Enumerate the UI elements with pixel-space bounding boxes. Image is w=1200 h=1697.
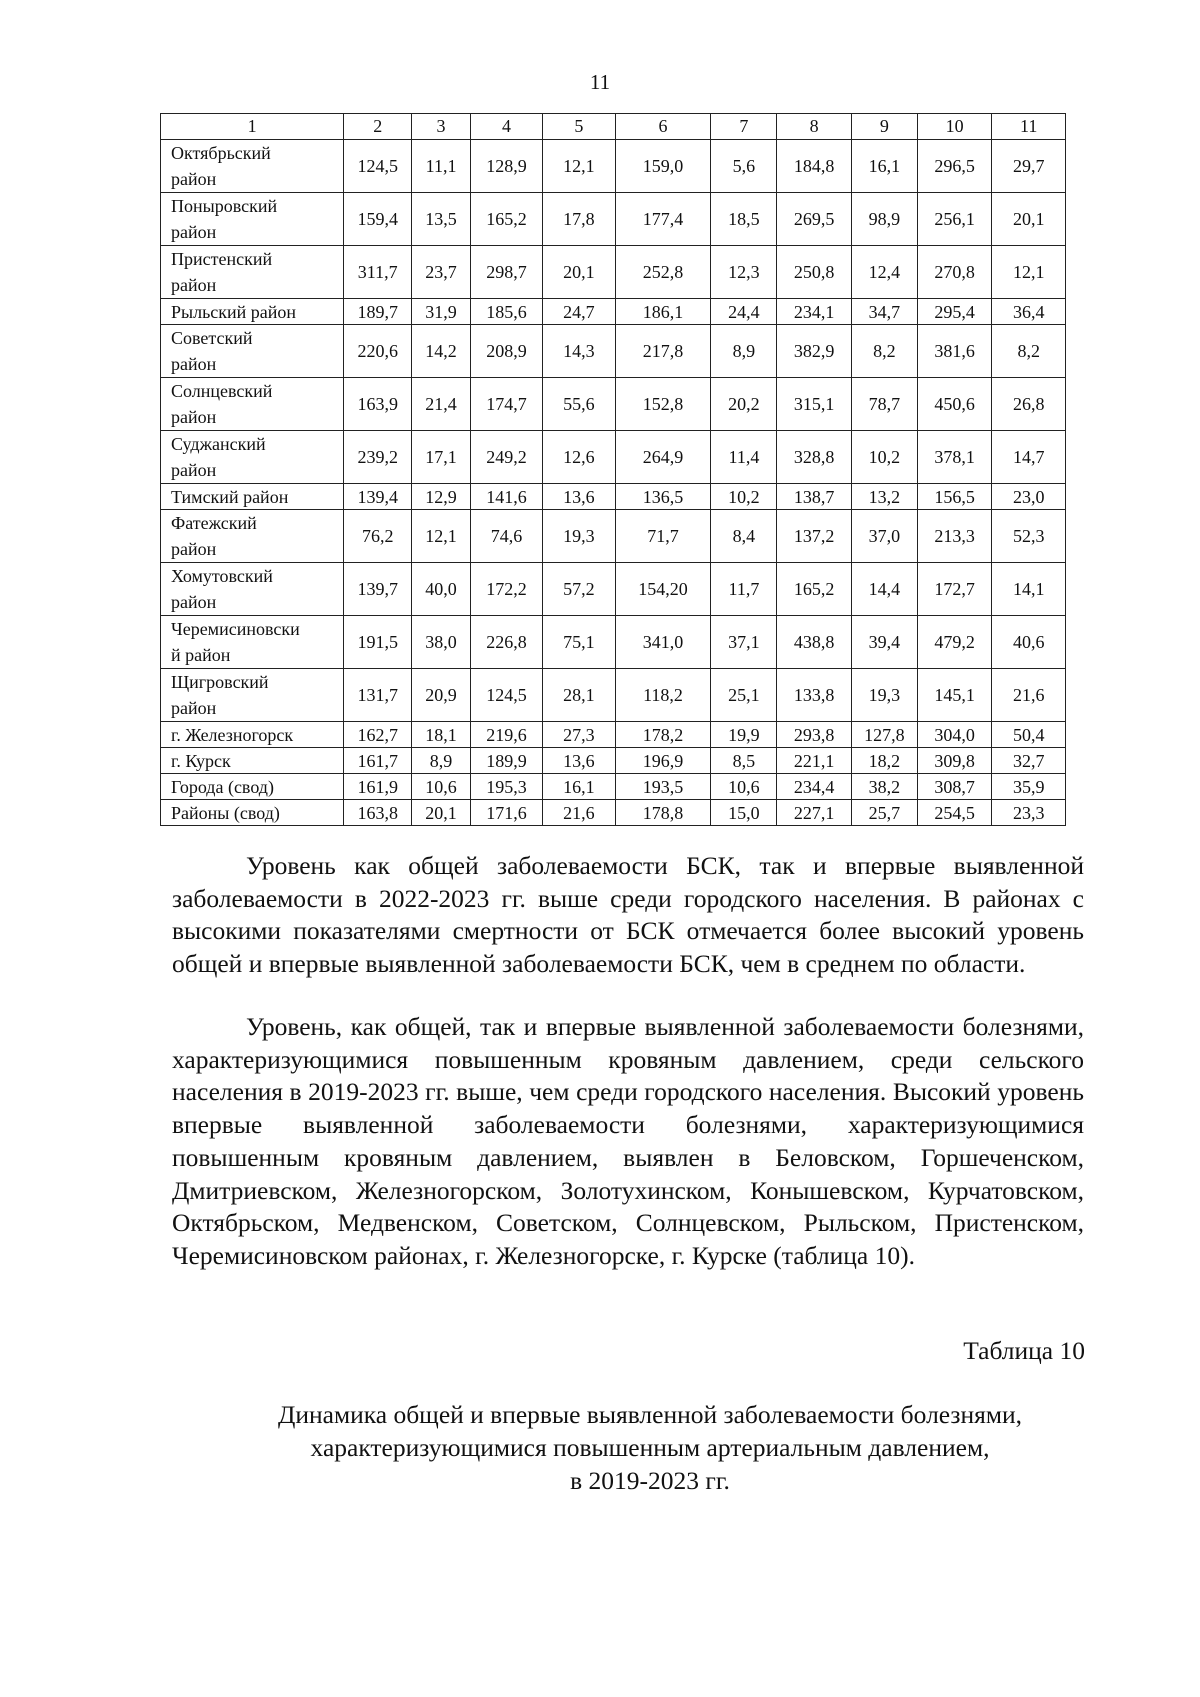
table-cell: 252,8 — [615, 246, 711, 299]
table-cell: 161,9 — [344, 774, 412, 800]
column-header: 5 — [543, 114, 615, 140]
table-cell: 189,7 — [344, 299, 412, 325]
table-cell: 57,2 — [543, 563, 615, 616]
table-cell: 27,3 — [543, 722, 615, 748]
table-cell: 19,3 — [851, 669, 917, 722]
table-cell: 227,1 — [777, 800, 852, 826]
table-cell: 10,2 — [711, 484, 777, 510]
table-cell: 118,2 — [615, 669, 711, 722]
row-label-line: Рыльский район — [171, 301, 297, 322]
table-cell: 226,8 — [470, 616, 542, 669]
table-cell: 8,5 — [711, 748, 777, 774]
table-cell: 295,4 — [917, 299, 992, 325]
table-cell: 8,2 — [851, 325, 917, 378]
table-cell: 8,4 — [711, 510, 777, 563]
table-cell: 24,7 — [543, 299, 615, 325]
table-cell: 17,8 — [543, 193, 615, 246]
row-label — [161, 431, 344, 484]
column-header: 10 — [917, 114, 992, 140]
row-label — [161, 140, 344, 193]
table-cell: 221,1 — [777, 748, 852, 774]
table-cell: 13,2 — [851, 484, 917, 510]
table-cell: 10,6 — [711, 774, 777, 800]
table-cell: 55,6 — [543, 378, 615, 431]
column-header: 3 — [412, 114, 471, 140]
table-cell: 76,2 — [344, 510, 412, 563]
table-cell: 178,2 — [615, 722, 711, 748]
table-cell: 14,3 — [543, 325, 615, 378]
table-cell: 26,8 — [992, 378, 1066, 431]
table-cell: 450,6 — [917, 378, 992, 431]
row-label — [161, 484, 344, 510]
table-cell: 165,2 — [470, 193, 542, 246]
table-cell: 12,1 — [412, 510, 471, 563]
table-cell: 127,8 — [851, 722, 917, 748]
table-cell: 311,7 — [344, 246, 412, 299]
table-cell: 16,1 — [543, 774, 615, 800]
row-label — [161, 748, 344, 774]
table-cell: 18,2 — [851, 748, 917, 774]
table-row — [161, 774, 1066, 800]
table-cell: 159,4 — [344, 193, 412, 246]
table-cell: 378,1 — [917, 431, 992, 484]
table-row — [161, 325, 1066, 378]
table-cell: 38,0 — [412, 616, 471, 669]
table-cell: 75,1 — [543, 616, 615, 669]
table-cell: 31,9 — [412, 299, 471, 325]
table-cell: 14,2 — [412, 325, 471, 378]
table-cell: 13,6 — [543, 484, 615, 510]
table-cell: 156,5 — [917, 484, 992, 510]
table-cell: 35,9 — [992, 774, 1066, 800]
table-cell: 315,1 — [777, 378, 852, 431]
row-label-line: Пристенский — [171, 249, 273, 269]
table-cell: 28,1 — [543, 669, 615, 722]
table-cell: 15,0 — [711, 800, 777, 826]
paragraph-1 — [172, 850, 1084, 981]
column-header: 2 — [344, 114, 412, 140]
table-cell: 304,0 — [917, 722, 992, 748]
row-label-line: район — [171, 592, 217, 612]
table-cell: 18,5 — [711, 193, 777, 246]
table-cell: 40,6 — [992, 616, 1066, 669]
table-cell: 159,0 — [615, 140, 711, 193]
table-cell: 254,5 — [917, 800, 992, 826]
table-cell: 12,9 — [412, 484, 471, 510]
table-cell: 328,8 — [777, 431, 852, 484]
table-cell: 52,3 — [992, 510, 1066, 563]
row-label-line: район — [171, 460, 217, 480]
caption-line: характеризующимися повышенным артериальным давлением, — [310, 1433, 990, 1462]
row-label — [161, 510, 344, 563]
table-cell: 74,6 — [470, 510, 542, 563]
table-row — [161, 193, 1066, 246]
row-label-line: Октябрьский — [171, 143, 271, 163]
table-cell: 14,1 — [992, 563, 1066, 616]
table-cell: 208,9 — [470, 325, 542, 378]
table-cell: 23,3 — [992, 800, 1066, 826]
table-cell: 34,7 — [851, 299, 917, 325]
table-cell: 162,7 — [344, 722, 412, 748]
table-cell: 177,4 — [615, 193, 711, 246]
table-header-row — [161, 114, 1066, 140]
row-label-line: г. Курск — [171, 750, 231, 771]
table-cell: 11,7 — [711, 563, 777, 616]
row-label-line: г. Железногорск — [171, 724, 294, 745]
table-cell: 12,1 — [543, 140, 615, 193]
page-number: 11 — [589, 70, 611, 94]
paragraph-2-text: Уровень, как общей, так и впервые выявленной заболеваемости болезнями, характеризующимися повышенным кровяным давлением, среди сельского населения в 2019-2023 гг. выше, чем среди городского населения. Высокий уровень впервые выявленной заболеваемости болезнями, характеризующимися повышенным кровяным давлением, выявлен в Беловском, Горшеченском, Дмитриевском, Железногорском, Золотухинском, Конышевском, Курчатовском, Октябрьском, Медвенском, Советском, Солнцевском, Рыльском, Пристенском, Черемисиновском районах, г. Железногорске, г. Курске (таблица 10). — [172, 1012, 1084, 1270]
table-cell: 128,9 — [470, 140, 542, 193]
table-cell: 20,1 — [543, 246, 615, 299]
table-cell: 219,6 — [470, 722, 542, 748]
table-cell: 32,7 — [992, 748, 1066, 774]
table-cell: 14,7 — [992, 431, 1066, 484]
table-cell: 137,2 — [777, 510, 852, 563]
table-cell: 220,6 — [344, 325, 412, 378]
table-cell: 12,4 — [851, 246, 917, 299]
table-cell: 12,3 — [711, 246, 777, 299]
table-cell: 38,2 — [851, 774, 917, 800]
table-cell: 239,2 — [344, 431, 412, 484]
table-cell: 37,1 — [711, 616, 777, 669]
row-label-line: Щигровский — [171, 672, 269, 692]
table-cell: 23,7 — [412, 246, 471, 299]
table-row — [161, 722, 1066, 748]
row-label-line: Черемисиновски — [171, 619, 300, 639]
table-cell: 20,1 — [992, 193, 1066, 246]
table-cell: 13,6 — [543, 748, 615, 774]
row-label-line: район — [171, 169, 217, 189]
table-cell: 139,4 — [344, 484, 412, 510]
table-cell: 10,2 — [851, 431, 917, 484]
table-cell: 249,2 — [470, 431, 542, 484]
row-label — [161, 563, 344, 616]
table-cell: 23,0 — [992, 484, 1066, 510]
table-cell: 19,9 — [711, 722, 777, 748]
table-cell: 14,4 — [851, 563, 917, 616]
table-cell: 11,4 — [711, 431, 777, 484]
table-cell: 195,3 — [470, 774, 542, 800]
table-cell: 13,5 — [412, 193, 471, 246]
row-label-line: Советский — [171, 328, 253, 348]
table-cell: 165,2 — [777, 563, 852, 616]
table-cell: 145,1 — [917, 669, 992, 722]
table-cell: 293,8 — [777, 722, 852, 748]
table-cell: 171,6 — [470, 800, 542, 826]
table-cell: 264,9 — [615, 431, 711, 484]
table-cell: 309,8 — [917, 748, 992, 774]
table-cell: 382,9 — [777, 325, 852, 378]
column-header: 6 — [615, 114, 711, 140]
table-cell: 40,0 — [412, 563, 471, 616]
row-label — [161, 378, 344, 431]
paragraph-1-text: Уровень как общей заболеваемости БСК, так и впервые выявленной заболеваемости в 2022-2023 гг. выше среди городского населения. В районах с высокими показателями смертности от БСК отмечается более высокий уровень общей и впервые выявленной заболеваемости БСК, чем в среднем по области. — [172, 851, 1084, 979]
table-row — [161, 669, 1066, 722]
table-cell: 20,9 — [412, 669, 471, 722]
row-label-line: район — [171, 222, 217, 242]
table-cell: 154,20 — [615, 563, 711, 616]
row-label — [161, 193, 344, 246]
paragraph-2 — [172, 1011, 1084, 1273]
table-cell: 250,8 — [777, 246, 852, 299]
table-cell: 8,9 — [711, 325, 777, 378]
table-cell: 141,6 — [470, 484, 542, 510]
table-cell: 217,8 — [615, 325, 711, 378]
table-row — [161, 431, 1066, 484]
row-label-line: район — [171, 539, 217, 559]
row-label-line: й район — [171, 645, 231, 665]
row-label-line: Суджанский — [171, 434, 266, 454]
table-cell: 21,6 — [992, 669, 1066, 722]
table-row — [161, 299, 1066, 325]
table-cell: 234,4 — [777, 774, 852, 800]
row-label — [161, 722, 344, 748]
table-cell: 11,1 — [412, 140, 471, 193]
table-cell: 296,5 — [917, 140, 992, 193]
table-row — [161, 748, 1066, 774]
table-cell: 341,0 — [615, 616, 711, 669]
table-cell: 152,8 — [615, 378, 711, 431]
table-cell: 37,0 — [851, 510, 917, 563]
table-row — [161, 563, 1066, 616]
table-cell: 191,5 — [344, 616, 412, 669]
row-label-line: район — [171, 354, 217, 374]
row-label — [161, 616, 344, 669]
table-cell: 136,5 — [615, 484, 711, 510]
table-cell: 184,8 — [777, 140, 852, 193]
table-cell: 172,2 — [470, 563, 542, 616]
table-row — [161, 800, 1066, 826]
table-cell: 163,8 — [344, 800, 412, 826]
table-caption — [200, 1398, 1100, 1497]
table-cell: 138,7 — [777, 484, 852, 510]
column-header: 7 — [711, 114, 777, 140]
table-cell: 174,7 — [470, 378, 542, 431]
caption-line: в 2019-2023 гг. — [570, 1466, 730, 1495]
row-label — [161, 800, 344, 826]
table-cell: 21,6 — [543, 800, 615, 826]
table-cell: 21,4 — [412, 378, 471, 431]
table-cell: 269,5 — [777, 193, 852, 246]
table-cell: 12,1 — [992, 246, 1066, 299]
table-label: Таблица 10 — [963, 1336, 1085, 1365]
table-cell: 71,7 — [615, 510, 711, 563]
row-label-line: Хомутовский — [171, 566, 273, 586]
row-label-line: Районы (свод) — [171, 802, 280, 823]
table-cell: 172,7 — [917, 563, 992, 616]
table-cell: 196,9 — [615, 748, 711, 774]
table-cell: 185,6 — [470, 299, 542, 325]
table-cell: 36,4 — [992, 299, 1066, 325]
table-cell: 10,6 — [412, 774, 471, 800]
table-cell: 161,7 — [344, 748, 412, 774]
table-row — [161, 510, 1066, 563]
column-header: 11 — [992, 114, 1066, 140]
column-header: 9 — [851, 114, 917, 140]
table-row — [161, 246, 1066, 299]
table-cell: 189,9 — [470, 748, 542, 774]
table-cell: 8,9 — [412, 748, 471, 774]
table-cell: 19,3 — [543, 510, 615, 563]
table-cell: 438,8 — [777, 616, 852, 669]
table-cell: 298,7 — [470, 246, 542, 299]
row-label — [161, 774, 344, 800]
table-cell: 39,4 — [851, 616, 917, 669]
table-cell: 139,7 — [344, 563, 412, 616]
column-header: 8 — [777, 114, 852, 140]
row-label-line: район — [171, 407, 217, 427]
row-label — [161, 669, 344, 722]
table-row — [161, 378, 1066, 431]
table-cell: 308,7 — [917, 774, 992, 800]
table-cell: 25,7 — [851, 800, 917, 826]
caption-line: Динамика общей и впервые выявленной заболеваемости болезнями, — [277, 1400, 1023, 1429]
table-cell: 16,1 — [851, 140, 917, 193]
table-cell: 98,9 — [851, 193, 917, 246]
row-label — [161, 246, 344, 299]
table-cell: 8,2 — [992, 325, 1066, 378]
table-cell: 124,5 — [344, 140, 412, 193]
row-label-line: Города (свод) — [171, 776, 274, 797]
table-cell: 124,5 — [470, 669, 542, 722]
table-cell: 186,1 — [615, 299, 711, 325]
row-label — [161, 325, 344, 378]
table-cell: 381,6 — [917, 325, 992, 378]
table-cell: 270,8 — [917, 246, 992, 299]
data-table — [160, 113, 1066, 826]
table-cell: 29,7 — [992, 140, 1066, 193]
table-cell: 213,3 — [917, 510, 992, 563]
row-label-line: Поныровский — [171, 196, 278, 216]
table-cell: 78,7 — [851, 378, 917, 431]
table-cell: 12,6 — [543, 431, 615, 484]
table-cell: 17,1 — [412, 431, 471, 484]
table-cell: 20,2 — [711, 378, 777, 431]
table-cell: 5,6 — [711, 140, 777, 193]
table-cell: 256,1 — [917, 193, 992, 246]
table-cell: 20,1 — [412, 800, 471, 826]
column-header: 1 — [161, 114, 344, 140]
table-cell: 25,1 — [711, 669, 777, 722]
table-cell: 133,8 — [777, 669, 852, 722]
table-cell: 50,4 — [992, 722, 1066, 748]
table-cell: 178,8 — [615, 800, 711, 826]
table-row — [161, 616, 1066, 669]
table-cell: 24,4 — [711, 299, 777, 325]
table-row — [161, 140, 1066, 193]
row-label-line: Солнцевский — [171, 381, 273, 401]
table-cell: 479,2 — [917, 616, 992, 669]
row-label-line: Тимский район — [171, 486, 289, 507]
column-header: 4 — [470, 114, 542, 140]
row-label-line: Фатежский — [171, 513, 257, 533]
row-label-line: район — [171, 275, 217, 295]
row-label-line: район — [171, 698, 217, 718]
table-cell: 18,1 — [412, 722, 471, 748]
row-label — [161, 299, 344, 325]
table-cell: 163,9 — [344, 378, 412, 431]
table-row — [161, 484, 1066, 510]
table-cell: 131,7 — [344, 669, 412, 722]
table-cell: 193,5 — [615, 774, 711, 800]
table-cell: 234,1 — [777, 299, 852, 325]
